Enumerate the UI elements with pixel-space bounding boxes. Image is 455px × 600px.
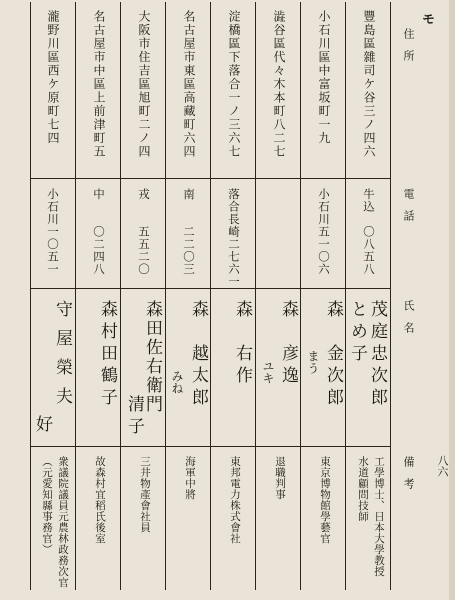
entry-note: 退職判事 — [274, 456, 286, 500]
entry-phone: 中 〇二四八 — [92, 188, 106, 276]
entry-name-spouse: まう — [306, 350, 320, 374]
entry-address: 淀橋區下落合一ノ三六七 — [227, 10, 241, 159]
entry-address: 大阪市住吉區旭町二ノ四 — [137, 10, 151, 159]
header-name: 氏 名 — [402, 300, 415, 333]
column-divider — [345, 2, 346, 590]
row-divider — [30, 288, 391, 289]
entry-phone: 南 二二〇三 — [182, 188, 196, 276]
header-address: 住 所 — [402, 28, 415, 61]
entry-name: 森 越太郎 — [188, 300, 208, 410]
entry-name-spouse: 好 — [32, 415, 52, 437]
entry-name: 森田佐右衛門 — [142, 300, 162, 414]
entry-phone: 小石川一〇五一 — [46, 188, 60, 276]
entry-address: 澁谷區代々木本町八二七 — [272, 10, 286, 159]
entry-name: 森 彦逸 — [278, 300, 298, 388]
entry-note: 三井物產會社員 — [139, 456, 151, 533]
entry-note: 水道顧問技師 — [357, 456, 369, 522]
entry-note: 故森村宜稻氏後室 — [94, 456, 106, 544]
entry-name: 森 右作 — [232, 300, 252, 388]
entry-note: （元愛知縣事務官） — [41, 456, 53, 555]
header-phone: 電 話 — [402, 188, 415, 221]
entry-address: 名古屋市中區上前津町五 — [92, 10, 106, 159]
entry-note: 衆議院議員元農林政務次官 — [57, 456, 69, 588]
header-note: 備 考 — [402, 456, 415, 489]
entry-address: 小石川區中富坂町一九 — [317, 10, 331, 145]
entry-address: 瀧野川區西ケ原町七四 — [46, 10, 60, 145]
entry-name: 茂庭忠次郎 — [367, 300, 387, 410]
section-mark: モ — [419, 12, 434, 25]
page-number: 八六 — [436, 455, 449, 477]
entry-name-spouse: とめ子 — [347, 300, 367, 366]
entry-note: 工學博士、日本大學教授 — [373, 456, 385, 577]
entry-name: 森村田鶴子 — [97, 300, 117, 410]
entry-address: 名古屋市東區高藏町六四 — [182, 10, 196, 159]
page-edge — [449, 0, 455, 600]
entry-note: 東邦電力株式會社 — [229, 456, 241, 544]
column-divider — [255, 2, 256, 590]
entry-note: 海軍中將 — [184, 456, 196, 500]
entry-name-spouse: みね — [170, 370, 184, 394]
column-divider — [390, 2, 391, 590]
row-divider — [30, 446, 391, 447]
entry-name-spouse: 清子 — [124, 395, 144, 439]
row-divider — [30, 178, 391, 179]
entry-phone: 牛込 〇八五八 — [362, 188, 376, 276]
column-divider — [210, 2, 211, 590]
column-divider — [165, 2, 166, 590]
column-divider — [75, 2, 76, 590]
entry-name: 守屋榮夫 — [52, 300, 72, 416]
column-divider — [120, 2, 121, 590]
entry-phone: 小石川五一〇六 — [317, 188, 331, 276]
entry-name-spouse: ユキ — [261, 360, 275, 384]
entry-phone: 戎 五五二〇 — [137, 188, 151, 276]
column-divider — [300, 2, 301, 590]
entry-phone: 落合長崎二七六一 — [227, 188, 241, 288]
entry-name: 森 金次郎 — [323, 300, 343, 410]
column-divider — [30, 2, 31, 590]
entry-note: 東京博物館學藝官 — [319, 456, 331, 544]
entry-address: 豐島區雜司ケ谷三ノ四六 — [362, 10, 376, 159]
